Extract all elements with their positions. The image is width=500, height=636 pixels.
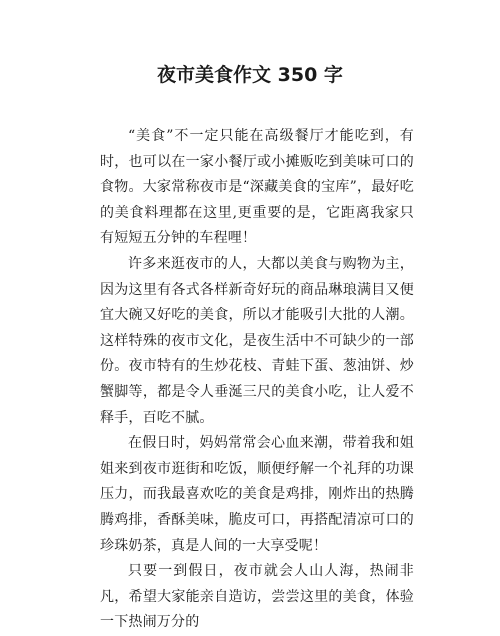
paragraph-3: 在假日时，妈妈常常会心血来潮，带着我和姐姐来到夜市逛街和吃饭，顺便纾解一个礼拜的功课压力，而我最喜欢吃的美食是鸡排，刚炸出的热腾腾鸡排，香酥美味，脆皮可口，再搭配清凉可口的珍珠奶茶，真是人间的一大享受呢！ bbox=[100, 435, 414, 554]
document-body bbox=[100, 124, 414, 636]
paragraph-1: “美食”不一定只能在高级餐厅才能吃到，有时，也可以在一家小餐厅或小摊贩吃到美味可口的食物。大家常称夜市是“深藏美食的宝库”，最好吃的美食料理都在这里,更重要的是，它距离我家只有短短五分钟的车程哩！ bbox=[100, 128, 414, 247]
document-title: 夜市美食作文 350 字 bbox=[157, 64, 343, 86]
paragraph-2: 许多来逛夜市的人，大都以美食与购物为主，因为这里有各式各样新奇好玩的商品琳琅满目又便宜大碗又好吃的美食，所以才能吸引大批的人潮。这样特殊的夜市文化，是夜生活中不可缺少的一部份。夜市特有的生炒花枝、青蛙下蛋、葱油饼、炒蟹脚等，都是令人垂涎三尺的美食小吃，让人爱不释手，百吃不腻。 bbox=[100, 255, 414, 426]
paragraph-4: 只要一到假日，夜市就会人山人海，热闹非凡，希望大家能亲自造访，尝尝这里的美食，体验一下热闹万分的 bbox=[100, 563, 414, 631]
